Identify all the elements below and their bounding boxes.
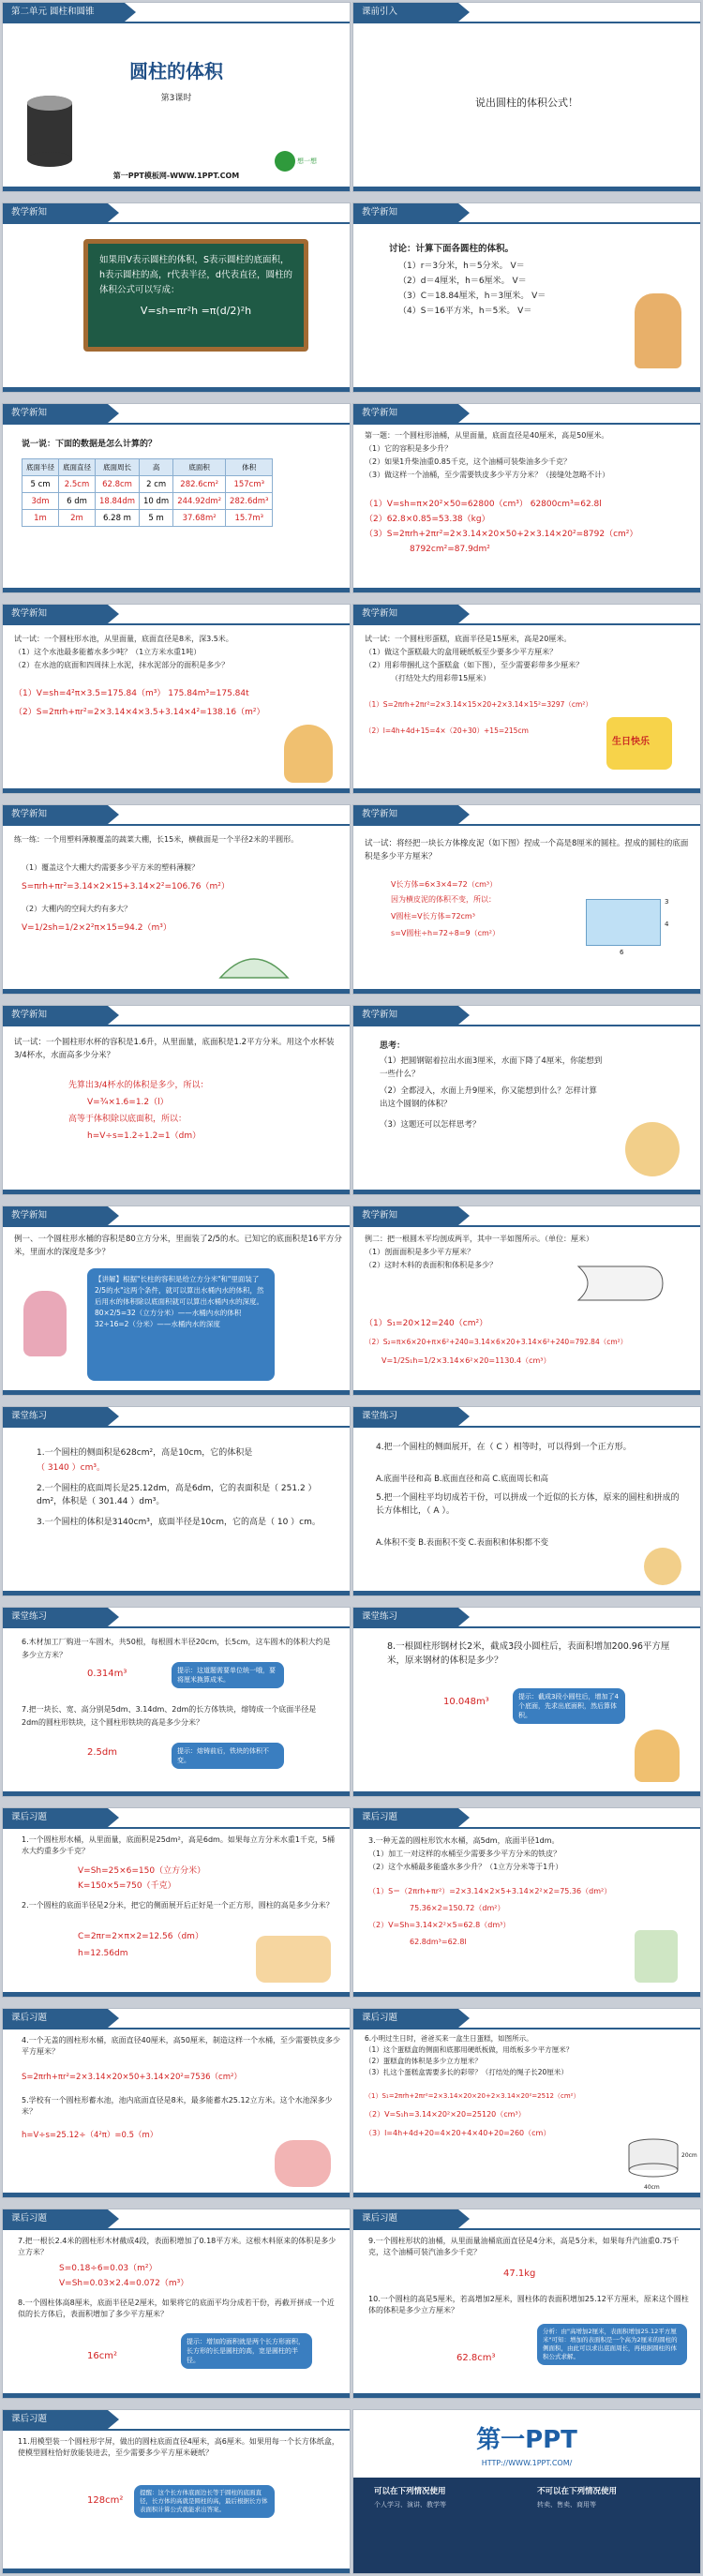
slide-26-closing[interactable] [352, 2409, 701, 2574]
problem-line: （1）这个水池最多能蓄水多少吨？（1立方米水重1吨） [14, 648, 202, 656]
slide-23-homework[interactable] [2, 2209, 351, 2399]
kid-illustration [635, 1730, 680, 1782]
header-tag: 课后习题 [3, 1808, 108, 1827]
logo-url: HTTP://WWW.1PPT.COM/ [481, 2459, 573, 2467]
header-rule [353, 222, 700, 224]
forbidden-title: 不可以在下列情况使用 [537, 2487, 618, 2496]
homework-answer: S=0.18÷6=0.03（m²） [59, 2264, 157, 2273]
header-rule [353, 423, 700, 425]
slide-20-homework[interactable] [352, 1807, 701, 1998]
footer-rule [353, 1591, 700, 1595]
homework-line: 2.一个圆柱的底面半径是2分米，把它的侧面展开后正好是一个正方形，圆柱的高是多少分米？ [22, 1901, 334, 1910]
footer-rule [353, 1791, 700, 1796]
practice-line: 5.把一个圆柱平均切成若干份，可以拼成一个近似的长方体，原来的圆柱和拼成的长方体相比，（ A ）。 [376, 1493, 680, 1516]
problem-line: （2）大棚内的空间大约有多大？ [22, 905, 132, 913]
student-illustration [635, 293, 681, 368]
cell: 5 cm [22, 476, 59, 493]
problem-line: 试一试：一个圆柱形水池，从里面量，底面直径是8米，深3.5米。 [14, 635, 233, 643]
header-rule [353, 1225, 700, 1227]
explain-bubble: 【讲解】根据"长柱的容积是给立方分米"和"里面装了2/5的水"这两个条件，就可以算出水桶内水的体积，然后用水的体积除以底面积就可以算出水桶内水的深度。 80×2/5=32（立方分米）——水桶内水的体积 32÷16=2（分米）——水桶内水的深度 [87, 1268, 275, 1381]
answer-line: （2）l=4h+4d+15=4×（20+30）+15=215cm [365, 726, 529, 735]
homework-answer: 75.36×2=150.72（dm²） [410, 1904, 505, 1912]
answer-line: （2）S₂=π×6×20+π×6²+240=3.14×6×20+3.14×6²+240=792.84（cm²） [365, 1338, 628, 1346]
header-tag: 课后习题 [3, 2410, 108, 2429]
slide-12-think[interactable] [352, 1005, 701, 1195]
homework-answer: V=Sh=0.03×2.4=0.072（m³） [59, 2279, 189, 2288]
header-tag: 教学新知 [3, 805, 108, 824]
cell: 1m [22, 510, 59, 527]
greenhouse-icon [217, 946, 292, 981]
header-rule [3, 1025, 350, 1026]
unit-tag: 第二单元 圆柱和圆锥 [3, 3, 125, 22]
homework-line: （2）这个水桶最多能盛水多少升？（1立方分米等于1升） [368, 1863, 563, 1871]
cell: 2.5cm [59, 476, 96, 493]
cell: 282.6cm² [173, 476, 226, 493]
header-rule [353, 2028, 700, 2029]
problem-line: （2）如果1升柴油重0.85千克，这个油桶可装柴油多少千克？ [365, 457, 571, 466]
answer-line: （1）V=sh=4²π×3.5=175.84（m³） 175.84m³=175.84t [14, 689, 249, 698]
footer-rule [353, 1190, 700, 1194]
slide-3-formula[interactable] [2, 202, 351, 393]
green-ball-icon [275, 151, 295, 172]
header-tag: 课堂练习 [3, 1407, 108, 1426]
answer-line: （1）S₁=20×12=240（cm²） [365, 1319, 488, 1328]
problem-line: （2）在水池的底面和四周抹上水泥，抹水泥部分的面积是多少？ [14, 661, 230, 669]
slide-25-homework[interactable] [2, 2409, 351, 2574]
cylinder-icon [22, 92, 78, 176]
header-tag: 教学新知 [353, 1006, 458, 1025]
footer-rule [3, 2193, 350, 2197]
homework-answer: h=V÷s=25.12÷（4²π）=0.5（m） [22, 2131, 158, 2140]
cell: 18.84dm [96, 493, 140, 510]
header-rule [3, 2429, 350, 2431]
header-rule [353, 623, 700, 625]
practice-line: 7.把一块长、宽、高分别是5dm、3.14dm、2dm的长方体铁块，熔铸成一个底面半径是2dm的圆柱形铁块，这个圆柱形铁块的高是多少分米？ [22, 1705, 317, 1727]
problem-line: （2）这时木料的表面积和体积是多少？ [365, 1261, 498, 1269]
cake-label: 生日快乐 [612, 737, 650, 747]
header-tag: 教学新知 [3, 404, 108, 423]
answer-line: V长方体=6×3×4=72（cm³） [391, 880, 498, 889]
answer-line: （1）V=sh=π×20²×50=62800（cm³） 62800cm³=62.8l [365, 500, 602, 509]
header-rule [3, 1827, 350, 1829]
homework-answer: 128cm² [87, 2495, 124, 2506]
problem-line: 试一试：一个圆柱形蛋糕，底面半径是15厘米，高是20厘米。 [365, 635, 572, 643]
practice-line: 2.一个圆柱的底面周长是25.12dm，高是6dm，它的表面积是（ 251.2 ）dm²，体积是（ 301.44 ）dm³。 [37, 1484, 317, 1506]
homework-answer: （1）S＝（2πrh+πr²）=2×3.14×2×5+3.14×2²×2=75.36（dm²） [368, 1887, 612, 1895]
cell: 157cm³ [226, 476, 273, 493]
cell: 5 m [140, 510, 173, 527]
kid-illustration [625, 1122, 680, 1176]
header-tag: 教学新知 [3, 203, 108, 222]
answer-line: V=1/2S₁h=1/2×3.14×6²×20=1130.4（cm³） [381, 1356, 551, 1365]
footer-band [353, 2478, 700, 2574]
practice-line: 8.一根圆柱形钢材长2米，截成3段小圆柱后，表面积增加200.96平方厘米，原来钢材的体积是多少？ [387, 1641, 670, 1666]
slide-18-practice[interactable] [352, 1607, 701, 1797]
homework-line: 5.学校有一个圆柱形蓄水池，池内底面直径是8米，最多能蓄水25.12立方米。这个水池深多少米？ [22, 2096, 333, 2116]
answer-line: 因为横皮泥的体积不变，所以： [391, 895, 496, 904]
footer-rule [353, 1992, 700, 1997]
homework-line: 9.一个圆柱形状的油桶，从里面量油桶底面直径是4分米，高是5分米，如果每升汽油重0.75千克，这个油桶可装汽油多少千克？ [368, 2237, 680, 2256]
answer-line: S=πrh+πr²=3.14×2×15+3.14×2²=106.76（m²） [22, 882, 230, 891]
homework-answer: 47.1kg [503, 2269, 536, 2279]
header-rule [353, 824, 700, 826]
homework-line: 7.把一根长2.4米的圆柱形木材截成4段，表面积增加了0.18平方米。这根木料原来的体积是多少立方米？ [18, 2237, 337, 2256]
problem-line: 例二：把一根圆木平均剖成两半，其中一半如图所示。（单位：厘米） [365, 1235, 593, 1243]
footer-rule [353, 788, 700, 793]
slide-22-homework[interactable] [352, 2008, 701, 2198]
half-log-icon [569, 1263, 672, 1310]
header-tag: 课堂练习 [353, 1407, 458, 1426]
footer-rule [3, 588, 350, 592]
practice-line: 1.一个圆柱的侧面积是628cm²，高是10cm，它的体积是 [37, 1448, 253, 1458]
header-tag: 课后习题 [353, 1808, 458, 1827]
problem-line: 练一练：一个用塑料薄膜覆盖的蔬菜大棚，长15米，横截面是一个半径2米的半圆形。 [14, 835, 299, 844]
title: 圆柱的体积 [129, 60, 223, 82]
header-tag: 教学新知 [353, 605, 458, 623]
homework-answer: （2）V=Sh=3.14×2²×5=62.8（dm³） [368, 1921, 511, 1929]
hint-bubble: 提示：增加的面积就是两个长方形面积，长方形的长是圆柱的高，宽是圆柱的半径。 [181, 2333, 312, 2369]
header-tag: 教学新知 [3, 605, 108, 623]
header-tag: 教学新知 [353, 203, 458, 222]
practice-option: A.底面半径和高 B.底面直径和高 C.底面周长和高 [376, 1475, 548, 1484]
footer-rule [3, 387, 350, 392]
footer-rule [3, 187, 350, 191]
slide-24-homework[interactable] [352, 2209, 701, 2399]
footer-rule [3, 788, 350, 793]
slide-11-cup[interactable] [2, 1005, 351, 1195]
homework-line: 10.一个圆柱的高是5厘米，若高增加2厘米，圆柱体的表面积增加25.12平方厘米，原来这个圆柱体的体积是多少立方厘米？ [368, 2295, 689, 2314]
homework-answer: 62.8dm³=62.8l [410, 1938, 467, 1946]
footer-rule [353, 1390, 700, 1395]
homework-line: （1）这个蛋糕盒的侧面和底都用硬纸板做，用纸板多少平方厘米？ [365, 2045, 574, 2054]
col-header: 底面积 [173, 459, 226, 476]
homework-answer: （1）S₁=2πrh+2πr²=2×3.14×20×20+2×3.14×20²=2512（cm²） [365, 2092, 580, 2100]
problem-line: 试一试：一个圆柱形水杯的容积是1.6升，从里面量，底面积是1.2平方分米。用这个水杯装3/4杯水，水面高多少分米？ [14, 1038, 335, 1060]
subtitle: 第3课时 [160, 94, 192, 103]
table-row [22, 510, 273, 527]
cell: 2 cm [140, 476, 173, 493]
discuss-item: （4）S＝16平方米，h＝5米。 V＝ [398, 307, 532, 316]
answer-line: （3）S=2πrh+2πr²=2×3.14×20×50+2×3.14×20²=8792（cm²） [365, 530, 638, 539]
think-label: 想一想 [297, 157, 317, 165]
practice-line: 3.一个圆柱的体积是3140cm³，底面半径是10cm，它的高是（ 10 ）cm。 [37, 1518, 321, 1527]
footer-rule [3, 989, 350, 994]
footer-rule [3, 1992, 350, 1997]
footer-rule [3, 1591, 350, 1595]
think-line: （2）全都浸入，水面上升9厘米，你又能想到什么？怎样计算出这个圆钢的体积？ [380, 1086, 597, 1109]
homework-answer: C=2πr=2×π×2=12.56（dm） [78, 1932, 203, 1941]
footer-rule [353, 588, 700, 592]
discuss-item: （2）d＝4厘米，h＝6厘米。 V＝ [398, 277, 527, 286]
cell: 37.68m² [173, 510, 226, 527]
slide-21-homework[interactable] [2, 2008, 351, 2198]
footer-rule [353, 387, 700, 392]
footer-rule [353, 2193, 700, 2197]
col-header: 底面直径 [59, 459, 96, 476]
footer-rule [353, 187, 700, 191]
homework-answer: （2）V=S₁h=3.14×20²×20=25120（cm³） [365, 2110, 526, 2119]
header-rule [3, 824, 350, 826]
header-tag: 教学新知 [353, 404, 458, 423]
dimension-label: 40cm [644, 2184, 660, 2191]
dimension-label: 3 [665, 898, 669, 906]
answer-line: s=V圆柱÷h=72÷8=9（cm²） [391, 929, 500, 937]
problem-line: （3）做这样一个油桶，至少需要铁皮多少平方分米？（接缝处忽略不计） [365, 471, 610, 479]
teacher-illustration [23, 1291, 67, 1356]
header-rule [3, 222, 350, 224]
answer-line: 先算出3/4杯水的体积是多少，所以： [68, 1081, 209, 1090]
header-tag: 课后习题 [353, 2209, 458, 2228]
homework-line: 6.小明过生日时，爸爸买来一盒生日蛋糕，如图所示。 [365, 2034, 533, 2043]
answer-line: 8792cm²=87.9dm² [410, 545, 490, 554]
practice-answer: 2.5dm [87, 1747, 117, 1758]
answer-line: V=1/2sh=1/2×2²π×15=94.2（m³） [22, 923, 172, 933]
problem-line: （打结处大约用彩带15厘米） [391, 674, 491, 682]
header-rule [3, 1426, 350, 1428]
homework-line: 3.一种无盖的圆柱形饮水水桶，高5dm，底面半径1dm。 [368, 1836, 560, 1845]
cell: 244.92dm² [173, 493, 226, 510]
problem-line: 第一题：一个圆柱形油桶，从里面量，底面直径是40厘米，高是50厘米。 [365, 431, 609, 440]
homework-answer: 16cm² [87, 2351, 117, 2361]
footer-rule [353, 2393, 700, 2398]
header-tag: 课后习题 [353, 2009, 458, 2028]
footer-rule [3, 2569, 350, 2573]
problem-line: （1）剖面面积是多少平方厘米？ [365, 1248, 475, 1256]
table-row [22, 476, 273, 493]
hint-bubble: 提醒：这个长方体底面边长等于圆柱的底面直径，长方体的高就是圆柱的高，最后根据长方体表面积计算公式就能求出答案。 [134, 2485, 275, 2518]
slide-5-table[interactable] [2, 403, 351, 593]
logo-text: 第一PPT [476, 2426, 577, 2454]
answer-line: （2）62.8×0.85=53.38（kg） [365, 515, 490, 524]
practice-answer: 10.048m³ [443, 1697, 489, 1707]
problem-line: （1）它的容积是多少升？ [365, 444, 453, 453]
answer-line: V=¾×1.6=1.2（l） [87, 1098, 169, 1107]
slide-10-clay[interactable] [352, 804, 701, 995]
homework-line: 11.用模型装一个圆柱形字屏，做出的圆柱底面直径4厘米，高6厘米。如果用每一个长方体纸盒，使模型圆柱恰好放能装进去，至少需要多少平方厘米硬纸？ [18, 2437, 339, 2457]
footer-rule [3, 1791, 350, 1796]
slide-7-pool[interactable] [2, 604, 351, 794]
answer-line: 高等于体积除以底面积，所以： [68, 1115, 187, 1124]
kid-illustration [644, 1548, 681, 1585]
dimension-label: 6 [620, 949, 624, 956]
header-rule [353, 2228, 700, 2230]
answer-line: （1）S=2πrh+2πr²=2×3.14×15×20+2×3.14×15²=3297（cm²） [365, 700, 592, 709]
answer-line: V圆柱=V长方体=72cm³ [391, 912, 475, 921]
col-header: 底面半径 [22, 459, 59, 476]
cell: 3dm [22, 493, 59, 510]
table-lead: 说一说：下面的数据是怎么计算的？ [22, 440, 157, 449]
answer-line: （2）S=2πrh+πr²=2×3.14×4×3.5+3.14×4²=138.16（m²） [14, 708, 265, 717]
problem-line: （1）覆盖这个大棚大约需要多少平方米的塑料薄膜？ [22, 863, 200, 872]
dimension-label: 4 [665, 921, 669, 928]
homework-line: （2）蛋糕盒的体积是多少立方厘米？ [365, 2057, 482, 2065]
header-tag: 教学新知 [353, 1206, 458, 1225]
header-tag: 课后习题 [3, 2209, 108, 2228]
board-text: 如果用V表示圆柱的体积，S表示圆柱的底面积，h表示圆柱的高，r代表半径，d代表直径，圆柱的体积公式可以写成： [99, 255, 292, 295]
allowed-sub: 个人学习、演讲、教学等 [374, 2501, 446, 2509]
slide-16-practice[interactable] [352, 1406, 701, 1596]
intro-text: 说出圆柱的体积公式！ [475, 97, 578, 109]
footer-rule [3, 2393, 350, 2398]
cell: 6 dm [59, 493, 96, 510]
cell: 62.8cm [96, 476, 140, 493]
slide-19-homework[interactable] [2, 1807, 351, 1998]
header-tag: 课后习题 [3, 2009, 108, 2028]
header-rule [3, 1225, 350, 1227]
problem-line: 试一试：将经把一块长方体橡皮泥（如下图）捏成一个高是8厘米的圆柱。捏成的圆柱的底面积是多少平方厘米？ [365, 839, 689, 861]
col-header: 底面周长 [96, 459, 140, 476]
chalkboard [83, 239, 308, 352]
problem-line: （1）做这个蛋糕最大的盒用硬纸板至少要多少平方厘米？ [365, 648, 558, 656]
header-rule [353, 1426, 700, 1428]
header-tag: 教学新知 [3, 1006, 108, 1025]
cell: 6.28 m [96, 510, 140, 527]
homework-answer: h=12.56dm [78, 1949, 128, 1958]
cell: 282.6dm³ [226, 493, 273, 510]
header-rule [353, 1827, 700, 1829]
data-table [22, 458, 273, 527]
think-line: （3）这题还可以怎样思考？ [380, 1120, 481, 1130]
kids-illustration [256, 1936, 331, 1983]
header-rule [3, 2228, 350, 2230]
footer-rule [3, 1390, 350, 1395]
practice-answer: （ 3140 ）cm³。 [37, 1463, 105, 1473]
dimension-label: 20cm [681, 2152, 697, 2159]
cell: 2m [59, 510, 96, 527]
practice-line: 4.把一个圆柱的侧面展开，在（ C ）相等时，可以得到一个正方形。 [376, 1443, 632, 1452]
homework-line: 1.一个圆柱形水桶，从里面量，底面积是25dm²，高是6dm。如果每立方分米水重1千克，5桶水大约重多少千克？ [22, 1835, 336, 1855]
answer-line: h=V÷s=1.2÷1.2=1（dm） [87, 1131, 202, 1141]
header-rule [353, 1025, 700, 1026]
header-tag: 课堂练习 [3, 1608, 108, 1626]
slide-6-problem[interactable] [352, 403, 701, 593]
slide-17-practice[interactable] [2, 1607, 351, 1797]
slide-14-example2[interactable] [352, 1206, 701, 1396]
homework-answer: S=2πrh+πr²=2×3.14×20×50+3.14×20²=7536（cm²） [22, 2073, 242, 2082]
discuss-lead: 讨论：计算下面各圆柱的体积。 [389, 244, 515, 254]
discuss-item: （1）r＝3分米，h＝5分米。 V＝ [398, 262, 525, 271]
slide-15-practice[interactable] [2, 1406, 351, 1596]
header-tag: 课堂练习 [353, 1608, 458, 1626]
homework-line: 8.一个圆柱体高8厘米，底面半径是2厘米，如果将它的底面平均分成若干份，再截开拼成一个近似的长方体后，表面积增加了多少平方厘米？ [18, 2299, 335, 2318]
homework-answer: （3）l=4h+4d+20=4×20+4×40+20=260（cm） [365, 2129, 551, 2137]
header-rule [3, 423, 350, 425]
slide-2-intro[interactable] [352, 2, 701, 192]
slide-4-discuss[interactable] [352, 202, 701, 393]
homework-answer: V=Sh=25×6=150（立方分米） [78, 1866, 206, 1876]
homework-answer: K=150×5=750（千克） [78, 1881, 176, 1891]
col-header: 体积 [226, 459, 273, 476]
header-rule [3, 623, 350, 625]
bucket-illustration [635, 1930, 678, 1983]
slide-8-cake[interactable] [352, 604, 701, 794]
header-tag: 课前引入 [353, 3, 458, 22]
homework-line: （3）扎这个蛋糕盒需要多长的彩带？（打结处的绳子长20厘米） [365, 2068, 568, 2076]
header-rule [353, 22, 700, 23]
hint-bubble: 提示：截成3段小圆柱后，增加了4个底面，先求出底面积，然后算体积。 [513, 1688, 625, 1724]
problem-line: 例一、一个圆柱形水桶的容积是80立方分米，里面装了2/5的水。已知它的底面积是16平方分米，里面水的深度是多少？ [14, 1235, 342, 1257]
think-line: （1）把圆钢锯着拉出水面3厘米，水面下降了4厘米，你能想到一些什么？ [380, 1056, 603, 1079]
allowed-title: 可以在下列情况使用 [374, 2487, 446, 2496]
think-line: 思考： [380, 1041, 406, 1051]
header-rule [3, 2028, 350, 2029]
problem-line: （2）用彩带捆扎这个蛋糕盒（如下图），至少需要彩带多少厘米？ [365, 661, 584, 669]
girl-illustration [284, 725, 333, 783]
header-tag: 教学新知 [3, 1206, 108, 1225]
header-rule [3, 1626, 350, 1628]
cell: 15.7m³ [226, 510, 273, 527]
kid-illustration [275, 2140, 331, 2187]
hint-bubble: 提示：这道题需要单位统一哦，要将厘米换算成米。 [172, 1662, 284, 1688]
header-rule [353, 1626, 700, 1628]
practice-line: 6.木材加工厂购进一车圆木，共50根，每根圆木半径20cm，长5cm，这车圆木的体积大约是多少立方米？ [22, 1638, 331, 1659]
practice-option: A.体积不变 B.表面积不变 C.表面积和体积都不变 [376, 1538, 548, 1548]
homework-line: 4.一个无盖的圆柱形水桶，底面直径40厘米，高50厘米，制造这样一个水桶，至少需要铁皮多少平方厘米？ [22, 2036, 340, 2056]
think-badge [275, 151, 317, 172]
homework-answer: 62.8cm³ [456, 2353, 496, 2363]
forbidden-sub: 转卖、售卖、商用等 [537, 2501, 596, 2509]
cake-box-icon [625, 2136, 681, 2183]
footer-rule [3, 1190, 350, 1194]
slide-13-example1[interactable] [2, 1206, 351, 1396]
site-name: 第一PPT模板网-WWW.1PPT.COM [112, 172, 240, 180]
col-header: 高 [140, 459, 173, 476]
header-rule [3, 22, 350, 23]
practice-answer: 0.314m³ [87, 1669, 127, 1679]
discuss-item: （3）C＝18.84厘米，h＝3厘米。 V＝ [398, 292, 546, 301]
slide-1-title[interactable] [2, 2, 351, 192]
header-tag: 教学新知 [353, 805, 458, 824]
homework-line: （1）加工一对这样的水桶至少需要多少平方分米的铁皮？ [368, 1850, 561, 1858]
cake-illustration [606, 717, 672, 770]
hint-bubble: 提示：熔铸前后，铁块的体积不变。 [172, 1743, 284, 1769]
slide-9-greenhouse[interactable] [2, 804, 351, 995]
cell: 10 dm [140, 493, 173, 510]
cuboid-illustration [586, 899, 661, 946]
board-formula: V=sh=πr²h =π(d/2)²h [140, 305, 252, 317]
table-header-row [22, 459, 273, 476]
table-row [22, 493, 273, 510]
analysis-bubble: 分析：由"高增加2厘米，表面积增加25.12平方厘米"可知：增加的表面积是一个高为2厘米的圆柱的侧面积，由此可以求出底面周长，再根据圆柱的体积公式求解。 [537, 2324, 687, 2365]
footer-rule [353, 989, 700, 994]
